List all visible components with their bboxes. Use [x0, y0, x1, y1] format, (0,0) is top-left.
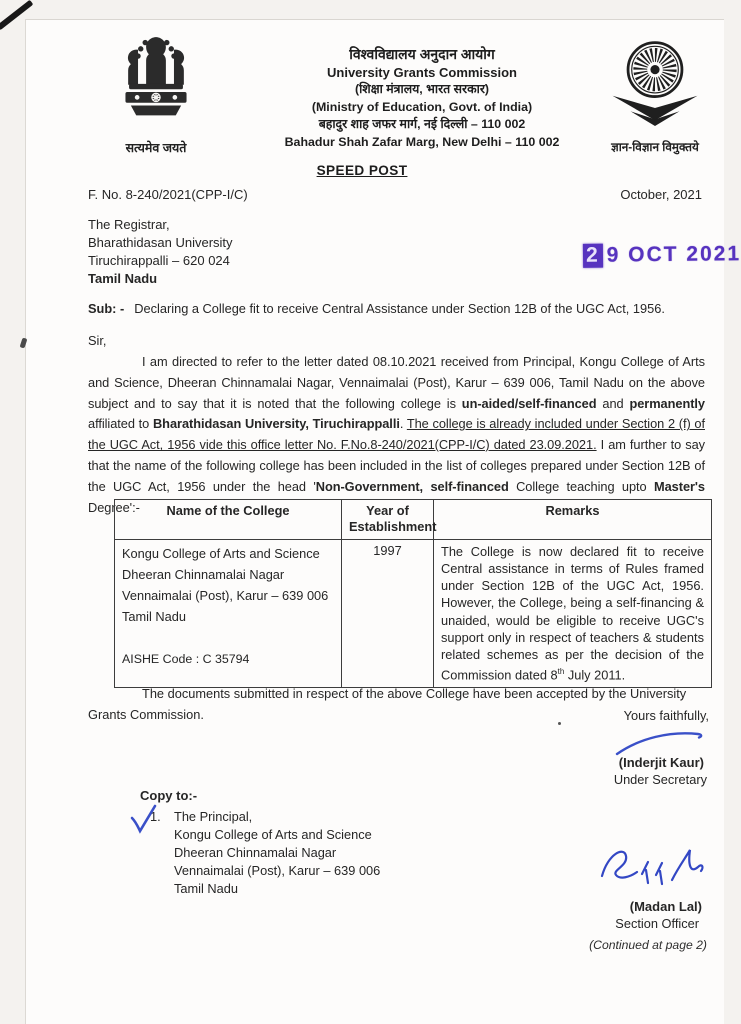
reference-row [88, 187, 702, 202]
copy-to-line: Kongu College of Arts and Science [174, 827, 372, 842]
emblem-of-india-icon [111, 30, 201, 136]
tick-mark-icon [128, 802, 158, 834]
valediction: Yours faithfully, [623, 708, 709, 723]
college-name-cell [115, 539, 342, 687]
emblem-motto: सत्यमेव जयते [125, 141, 187, 155]
ministry-english: (Ministry of Education, Govt. of India) [311, 99, 533, 114]
copy-to-label: Copy to:- [140, 788, 198, 803]
table-header-row [115, 500, 712, 540]
col-header-year: Year of Establishment [342, 500, 434, 540]
date-stamp [583, 242, 741, 268]
scan-edge-top [26, 19, 724, 20]
subject-text: Declaring a College fit to receive Central Assistance under Section 12B of the UGC Act, 1956. [134, 301, 665, 316]
copy-to-block [150, 808, 380, 898]
col-header-remarks: Remarks [434, 500, 712, 540]
copy-to-number-text: 1. [150, 809, 161, 824]
college-line: Vennaimalai (Post), Karur – 639 006 [122, 587, 329, 603]
org-name-hindi: विश्वविद्यालय अनुदान आयोग [349, 46, 495, 62]
national-emblem-block [103, 30, 209, 156]
year-cell: 1997 [342, 539, 434, 687]
ugc-logo-icon [606, 32, 704, 135]
closing-paragraph: The documents submitted in respect of the above College have been accepted by the University Grants Commission. [88, 686, 687, 722]
copy-to-line: Tamil Nadu [174, 881, 239, 896]
addressee-line: Tamil Nadu [88, 271, 158, 286]
copy-to-line: The Principal, [174, 809, 253, 824]
continuation-note: (Continued at page 2) [589, 938, 707, 952]
copy-to-lines [174, 808, 380, 898]
org-name-english: University Grants Commission [327, 64, 517, 80]
college-line: Tamil Nadu [122, 608, 187, 624]
subject-line [88, 301, 706, 316]
addressee-line: The Registrar, [88, 217, 170, 232]
college-line: Dheeran Chinnamalai Nagar [122, 566, 285, 582]
col-header-name: Name of the College [115, 500, 342, 540]
copy-to-line: Dheeran Chinnamalai Nagar [174, 845, 337, 860]
addressee-block [88, 216, 233, 288]
signatory2-title: Section Officer [615, 916, 699, 931]
speed-post-label: SPEED POST [316, 163, 408, 178]
copy-to-line: Vennaimalai (Post), Karur – 639 006 [174, 863, 381, 878]
file-number: F. No. 8-240/2021(CPP-I/C) [88, 187, 248, 202]
signatory1-name: (Inderjit Kaur) [618, 755, 704, 770]
letter-date: October, 2021 [620, 187, 702, 202]
stamp-smudged-digit: 2 [583, 244, 603, 268]
ugc-logo-motto: ज्ञान-विज्ञान विमुक्तये [611, 140, 699, 154]
addressee-line: Bharathidasan University [88, 235, 233, 250]
stamp-date-text: 9 OCT 2021 [606, 242, 741, 267]
aishe-code: AISHE Code : C 35794 [122, 651, 250, 666]
copy-to-number [150, 808, 174, 898]
college-line: Kongu College of Arts and Science [122, 545, 320, 561]
signatory1-title: Under Secretary [613, 772, 707, 787]
letterhead-center [212, 46, 632, 152]
remarks-cell: The College is now declared fit to receive Central assistance in terms of Rules framed under Section 12B of the UGC Act, 1956. However, the College, being a self-financing & unaided, would be eligible to receive UGC's support only in respect of teachers & students related schemes as per the decision of the Commission dated 8th July 2011. [434, 539, 712, 687]
address-hindi: बहादुर शाह जफर मार्ग, नई दिल्ली – 110 002 [318, 117, 526, 132]
signature-madan-lal [592, 840, 710, 903]
address-english: Bahadur Shah Zafar Marg, New Delhi – 110 002 [284, 134, 560, 149]
signature-stroke-icon [592, 840, 710, 898]
body-paragraph: I am directed to refer to the letter dated 08.10.2021 received from Principal, Kongu College of Arts and Science, Dheeran Chinnamalai Nagar, Vennaimalai (Post), Karur – 639 006, Tamil Nadu on the above subject and to say that it is noted that the following college is un-aided/self-financed and permanently affiliated to Bharathidasan University, Tiruchirappalli. The college is already included under Section 2 (f) of the UGC Act, 1956 vide this office letter No. F.No.8-240/2021(CPP-I/C) dated 23.09.2021. I am further to say that the name of the following college has been included in the list of colleges prepared under Section 12B of the UGC Act, 1956 under the head 'Non-Government, self-financed College teaching upto Master's Degree':- [88, 354, 705, 515]
signatory2-name: (Madan Lal) [629, 899, 702, 914]
salutation: Sir, [88, 333, 107, 348]
ministry-hindi: (शिक्षा मंत्रालय, भारत सरकार) [354, 82, 490, 97]
subject-label: Sub: - [88, 301, 125, 316]
addressee-line: Tiruchirappalli – 620 024 [88, 253, 230, 268]
college-table [114, 499, 712, 688]
table-row [115, 539, 712, 687]
ugc-logo-block [594, 32, 716, 155]
